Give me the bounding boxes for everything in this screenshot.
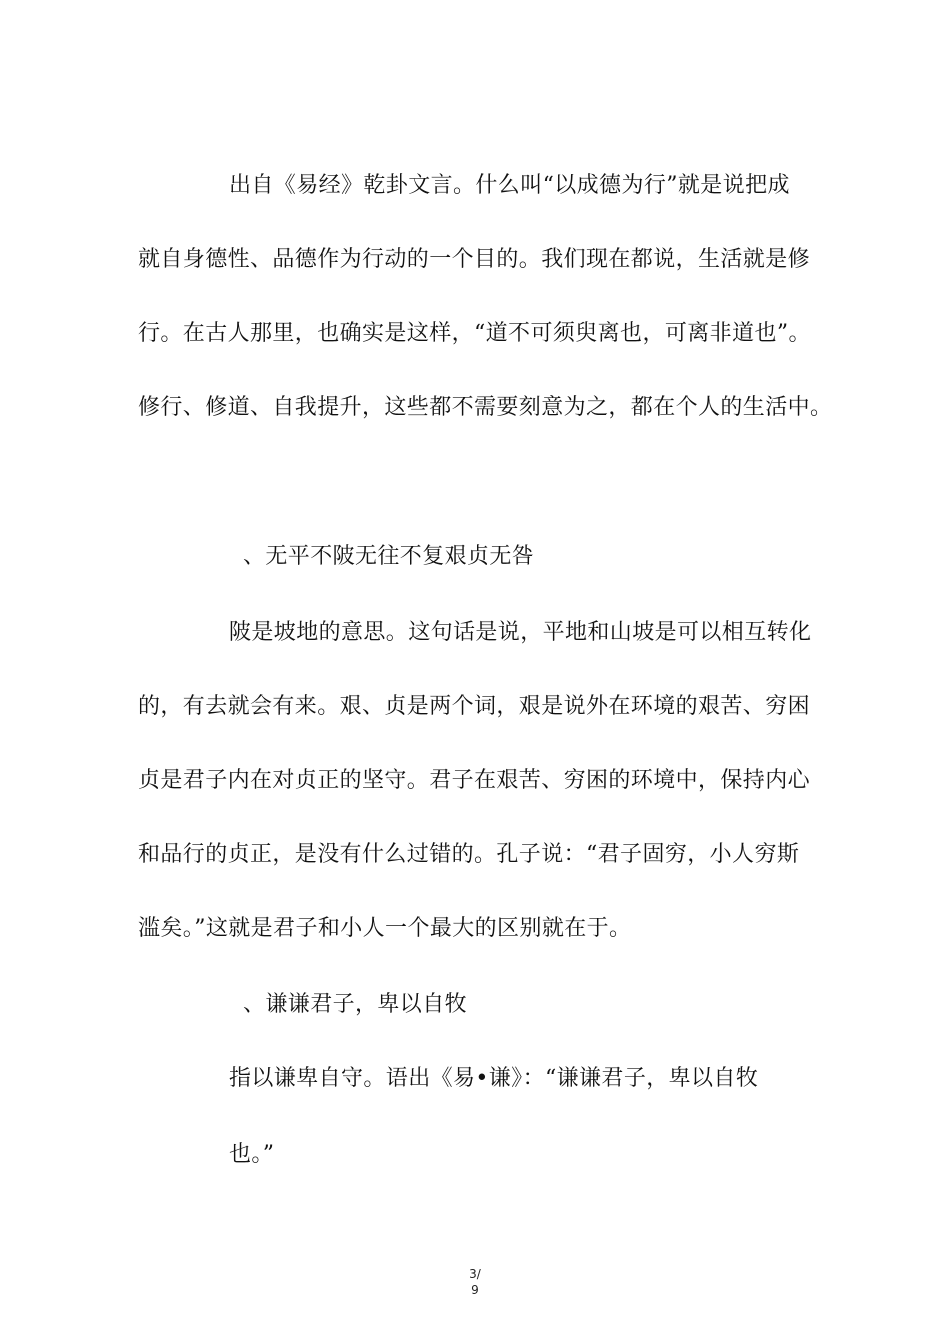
paragraph-2-line-2: 的，有去就会有来。艰、贞是两个词，艰是说外在环境的艰苦、穷困 <box>138 694 811 719</box>
paragraph-3-line-2: 也。” <box>229 1142 275 1167</box>
paragraph-1-line-4: 修行、修道、自我提升，这些都不需要刻意为之，都在个人的生活中。 <box>138 395 833 420</box>
paragraph-3-line-1: 指以谦卑自守。语出《易•谦》：“谦谦君子，卑以自牧 <box>229 1066 759 1091</box>
page-number <box>0 1266 950 1298</box>
page-number-current: 3/ <box>469 1267 481 1281</box>
paragraph-2-line-4: 和品行的贞正，是没有什么过错的。孔子说：“君子固穷，小人穷斯 <box>138 842 800 867</box>
paragraph-1-line-3: 行。在古人那里，也确实是这样，“道不可须臾离也，可离非道也”。 <box>138 321 811 346</box>
paragraph-2-line-3: 贞是君子内在对贞正的坚守。君子在艰苦、穷困的环境中，保持内心 <box>138 768 811 793</box>
section-heading-2: 、无平不陂无往不复艰贞无咎 <box>243 544 535 569</box>
paragraph-1-line-1: 出自《易经》乾卦文言。什么叫“以成德为行”就是说把成 <box>229 173 790 198</box>
paragraph-2-line-1: 陂是坡地的意思。这句话是说，平地和山坡是可以相互转化 <box>229 620 812 645</box>
page-number-total: 9 <box>471 1283 479 1297</box>
section-heading-3: 、谦谦君子，卑以自牧 <box>243 992 468 1017</box>
paragraph-1-line-2: 就自身德性、品德作为行动的一个目的。我们现在都说，生活就是修 <box>138 247 811 272</box>
paragraph-2-line-5: 滥矣。”这就是君子和小人一个最大的区别就在于。 <box>138 916 632 941</box>
